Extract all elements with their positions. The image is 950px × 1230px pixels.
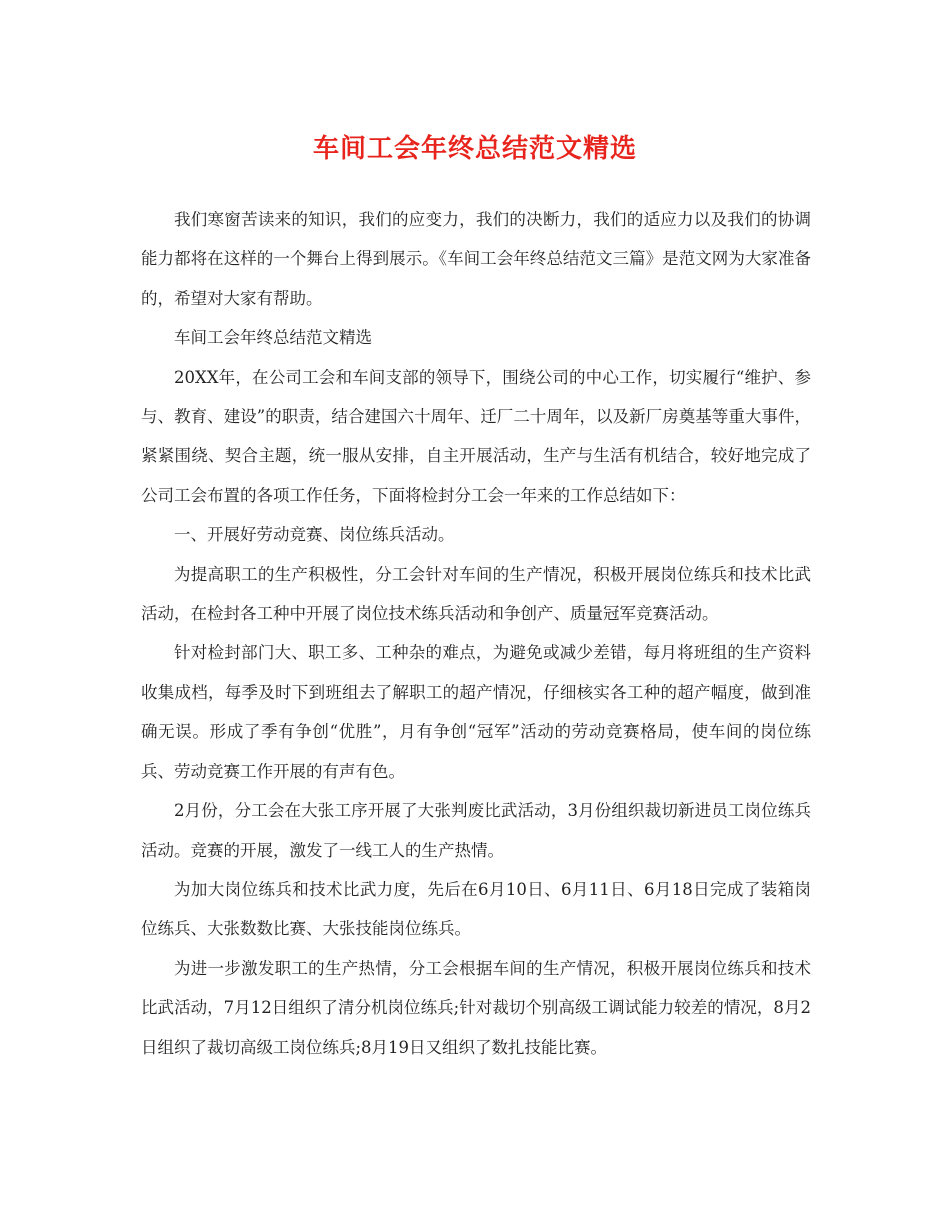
paragraph-july-august: 为进一步激发职工的生产热情，分工会根据车间的生产情况，积极开展岗位练兵和技术比武活动，7月12日组织了清分机岗位练兵;针对裁切个别高级工调试能力较差的情况，8月2日组织了裁切高级工岗位练兵;8月19日又组织了数扎技能比赛。 — [141, 958, 811, 1057]
section-heading-1: 一、开展好劳动竞赛、岗位练兵活动。 — [174, 525, 455, 545]
paragraph-intro: 我们寒窗苦读来的知识，我们的应变力，我们的决断力，我们的适应力以及我们的协调能力都将在这样的一个舞台上得到展示。《车间工会年终总结范文三篇》是范文网为大家准备的，希望对大家有帮助。 — [141, 210, 811, 308]
paragraph-june: 为加大岗位练兵和技术比武力度，先后在6月10日、6月11日、6月18日完成了装箱岗位练兵、大张数数比赛、大张技能岗位练兵。 — [141, 879, 811, 939]
paragraph-overview: 20XX年，在公司工会和车间支部的领导下，围绕公司的中心工作，切实履行“维护、参与、教育、建设”的职责，结合建国六十周年、迁厂二十周年，以及新厂房奠基等重大事件，紧紧围绕、契合主题，统一服从安排，自主开展活动，生产与生活有机结合，较好地完成了公司工会布置的各项工作任务，下面将检封分工会一年来的工作总结如下： — [141, 367, 811, 505]
paragraph-subtitle: 车间工会年终总结范文精选 — [174, 328, 372, 348]
document-body — [141, 200, 811, 1067]
document-title: 车间工会年终总结范文精选 — [312, 134, 637, 164]
paragraph-competition: 为提高职工的生产积极性，分工会针对车间的生产情况，积极开展岗位练兵和技术比武活动，在检封各工种中开展了岗位技术练兵活动和争创产、质量冠军竞赛活动。 — [141, 564, 811, 624]
paragraph-records: 针对检封部门大、职工多、工种杂的难点，为避免或减少差错，每月将班组的生产资料收集成档，每季及时下到班组去了解职工的超产情况，仔细核实各工种的超产幅度，做到准确无误。形成了季有争创“优胜”，月有争创“冠军”活动的劳动竞赛格局，使车间的岗位练兵、劳动竞赛工作开展的有声有色。 — [141, 643, 811, 781]
paragraph-february: 2月份，分工会在大张工序开展了大张判废比武活动，3月份组织裁切新进员工岗位练兵活动。竞赛的开展，激发了一线工人的生产热情。 — [141, 801, 811, 860]
